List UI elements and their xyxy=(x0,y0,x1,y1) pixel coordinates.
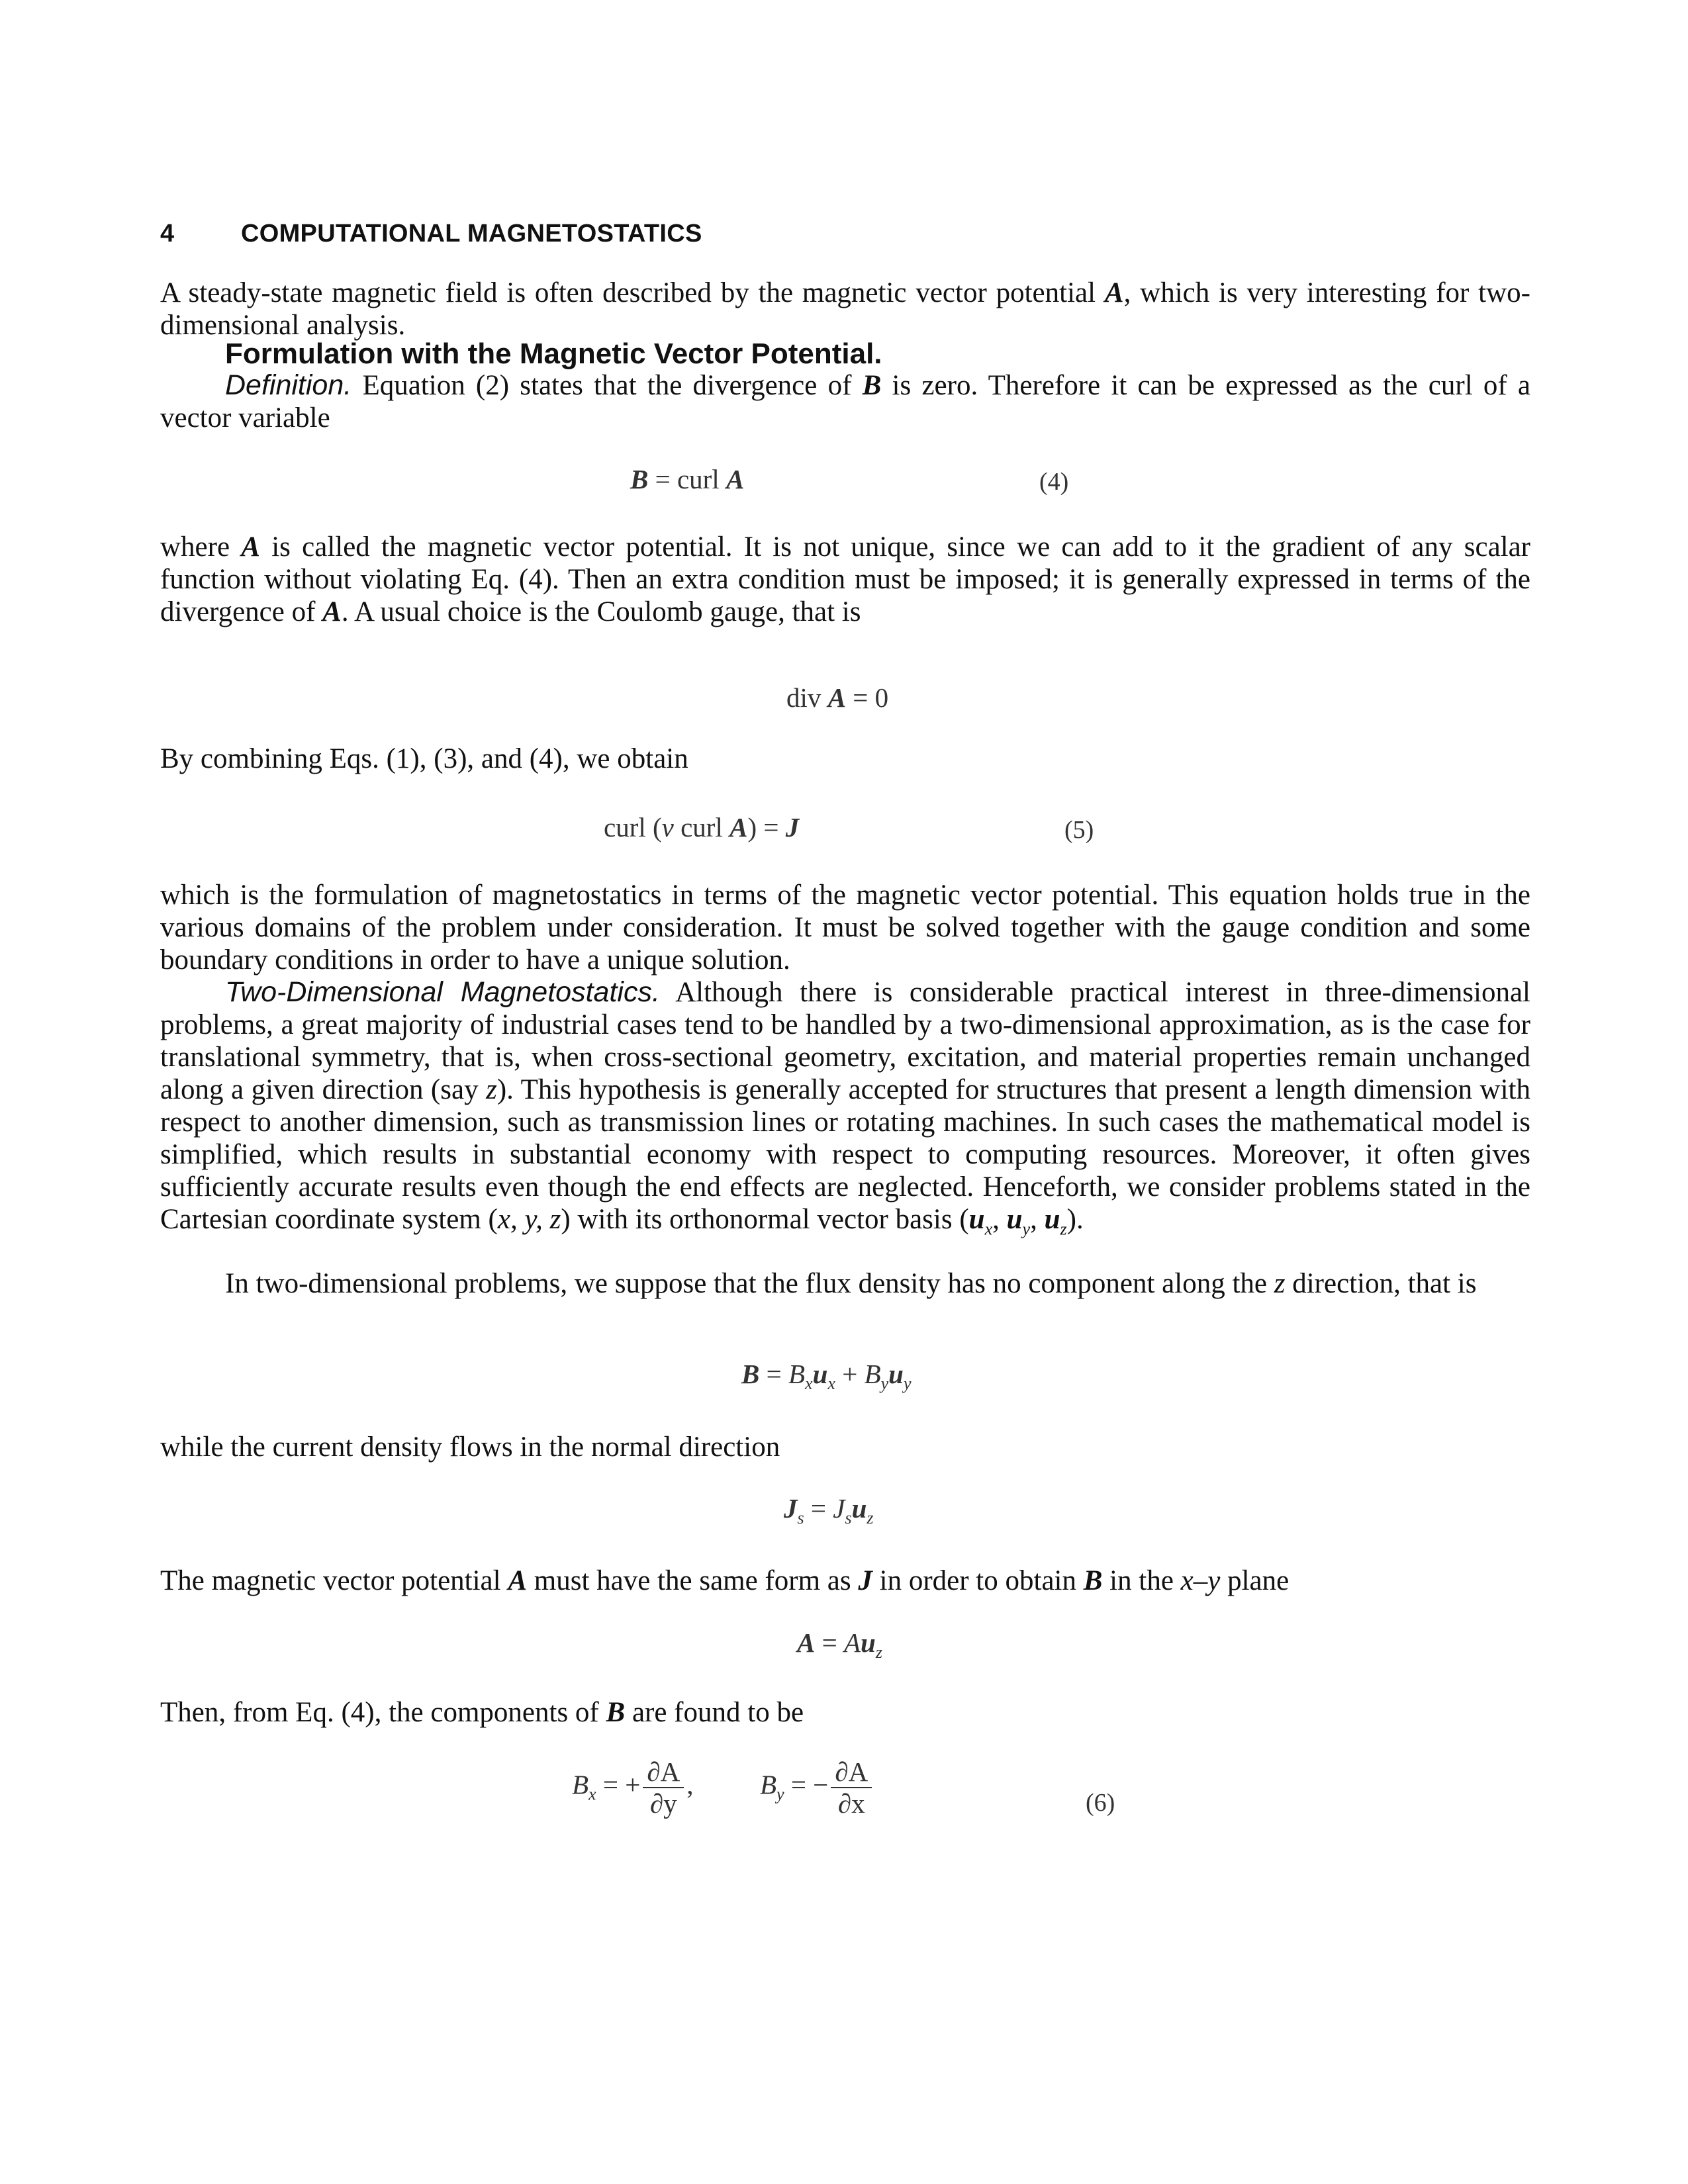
then-paragraph: Then, from Eq. (4), the components of B are found to be xyxy=(160,1697,804,1728)
where-paragraph: where A is called the magnetic vector potential. It is not unique, since we can add to it the gradient of any scalar function without violating Eq. (4). Then an extra condition must be imposed; it is generally expressed in terms of the divergence of A. A usual choice is the Coulomb gauge, that is xyxy=(160,531,1530,627)
equation-4: B = curl A xyxy=(630,464,745,494)
equation-J: $J_s = J_su_z$ xyxy=(784,1493,874,1528)
runin-two-dimensional: Two-Dimensional Magnetostatics. xyxy=(225,976,660,1008)
running-title: COMPUTATIONAL MAGNETOSTATICS xyxy=(241,220,702,248)
two-dimensional-paragraph: Two-Dimensional Magnetostatics. Although there is considerable practical interest in three-dimensional problems, a great majority of industrial cases tend to be handled by a two-dimensional approximation, as is the case for translational symmetry, that is, when cross-sectional geometry, excitation, and material properties remain unchanged along a given direction (say z). This hypothesis is generally accepted for structures that present a length dimension with respect to another dimension, such as transmission lines or rotating machines. In such cases the mathematical model is simplified, which results in substantial economy with respect to computing resources. Moreover, it often gives sufficiently accurate results even though the end effects are neglected. Henceforth, we consider problems stated in the Cartesian coordinate system (x, y, z) with its orthonormal vector basis ($u_x$, $u_y$, $u_z$). xyxy=(160,976,1531,1239)
equation-B-components: $B = B_xu_x + B_yu_y$ xyxy=(741,1359,912,1394)
fraction-dA-dx: $\frac{\partial A}{\partial x}$ xyxy=(831,1756,872,1819)
same-form-paragraph: The magnetic vector potential A must have the same form as J in order to obtain B in the x–y plane xyxy=(160,1565,1289,1596)
definition-paragraph: Definition. Equation (2) states that the divergence of B is zero. Therefore it can be expressed as the curl of a vector variable xyxy=(160,369,1531,433)
page-number: 4 xyxy=(160,220,175,248)
equation-4-number: (4) xyxy=(1039,468,1069,496)
which-paragraph: which is the formulation of magnetostatics in terms of the magnetic vector potential. This equation holds true in the various domains of the problem under consideration. It must be solved together with the gauge condition and some boundary conditions in order to have a unique solution. xyxy=(160,880,1530,976)
intro-paragraph: A steady-state magnetic field is often described by the magnetic vector potential A, which is very interesting for two-dimensional analysis. xyxy=(160,277,1531,341)
equation-6: $B_x$ = + $\frac{\partial A}{\partial y}$ , $B_y$ = − $\frac{\partial A}{\partial x}$ xyxy=(572,1756,874,1819)
equation-gauge: div A = 0 xyxy=(786,682,889,713)
combine-paragraph: By combining Eqs. (1), (3), and (4), we obtain xyxy=(160,743,688,774)
runin-definition: Definition. xyxy=(225,369,352,401)
equation-6-number: (6) xyxy=(1086,1789,1115,1817)
section-title: Formulation with the Magnetic Vector Potential. xyxy=(225,338,882,370)
flux-paragraph: In two-dimensional problems, we suppose that the flux density has no component along the z direction, that is xyxy=(225,1268,1477,1299)
fraction-dA-dy: $\frac{\partial A}{\partial y}$ xyxy=(643,1756,684,1819)
equation-5-number: (5) xyxy=(1064,816,1094,844)
equation-5: curl (ν curl A) = J xyxy=(604,812,800,842)
running-header xyxy=(160,220,702,248)
equation-A: $A = Au_z$ xyxy=(797,1627,882,1662)
current-paragraph: while the current density flows in the normal direction xyxy=(160,1432,780,1463)
